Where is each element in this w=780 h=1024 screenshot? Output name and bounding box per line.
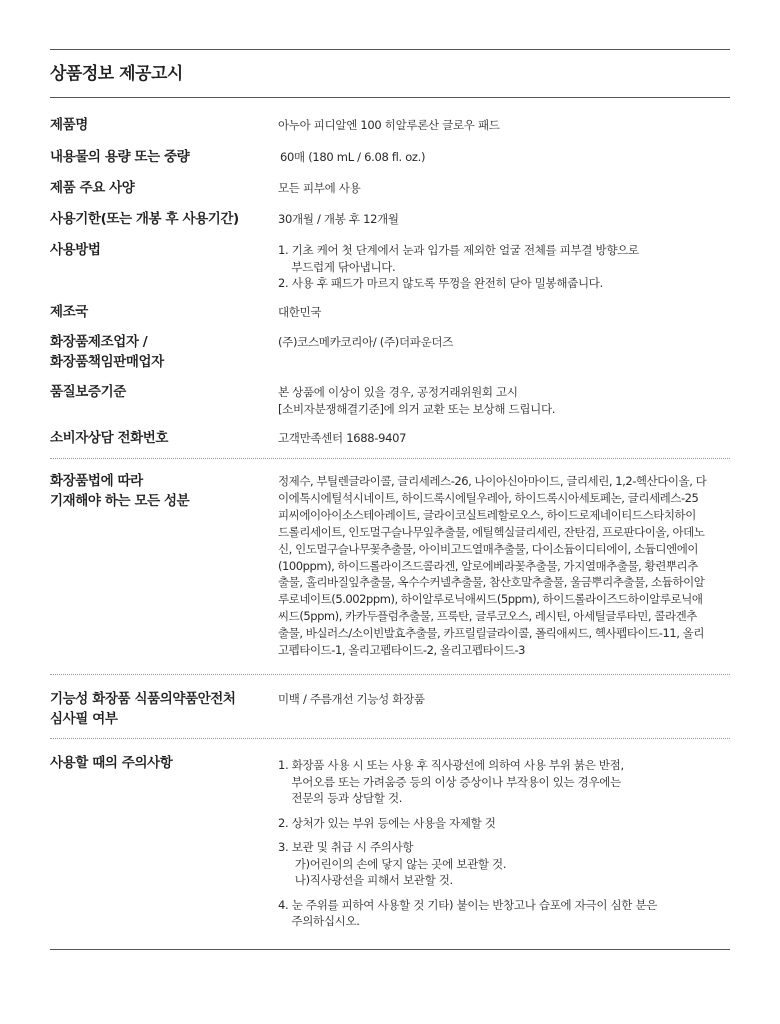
row-label: 품질보증기준	[50, 384, 126, 400]
caution-item	[278, 897, 730, 930]
row-value: (주)코스메카코리아/ (주)더파운더즈	[278, 335, 454, 349]
caution-line: 전문의 등과 상담할 것.	[278, 791, 403, 805]
caution-line: 나)직사광선을 피해서 보관할 것.	[278, 873, 453, 887]
row-label: 사용방법	[50, 242, 101, 258]
row-label: 사용기한(또는 개봉 후 사용기간)	[50, 211, 239, 227]
row-country	[50, 302, 730, 332]
usage-line: 부드럽게 닦아냅니다.	[278, 259, 396, 274]
row-specs	[50, 178, 730, 209]
row-value: 미백 / 주름개선 기능성 화장품	[278, 692, 425, 706]
row-functional	[50, 675, 730, 738]
row-phone	[50, 428, 730, 458]
usage-line: 1. 기초 케어 첫 단계에서 눈과 입가를 제외한 얼굴 전체를 피부결 방향으로	[278, 243, 639, 257]
info-rows	[50, 98, 730, 950]
row-quality	[50, 382, 730, 428]
row-label: 소비자상담 전화번호	[50, 430, 169, 446]
caution-item	[278, 839, 730, 889]
ingredients-line: 루로네이트(5.002ppm), 하이알루로닉애씨드(5ppm), 하이드롤라이즈드하이알루로닉애	[278, 592, 703, 607]
quality-line: [소비자분쟁해결기준]에 의거 교환 또는 보상해 드립니다.	[278, 401, 556, 416]
ingredients-line: 출물, 바실러스/소이빈발효추출물, 카프릴릴글라이콜, 폴릭애씨드, 헥사펩타이드-11, 올리	[278, 626, 704, 641]
caution-line: 3. 보관 및 취급 시 주의사항	[278, 840, 414, 854]
row-value: 대한민국	[278, 305, 322, 319]
row-label: 내용물의 용량 또는 중량	[50, 149, 190, 165]
row-label: 화장품제조업자 / 화장품책임판매업자	[50, 334, 164, 370]
row-value: 아누아 피디알엔 100 히알루론산 글로우 패드	[278, 118, 500, 132]
row-value: 30개월 / 개봉 후 12개월	[278, 212, 399, 226]
caution-item	[278, 815, 730, 832]
row-label: 사용할 때의 주의사항	[50, 755, 173, 771]
row-label: 화장품법에 따라 기재해야 하는 모든 성분	[50, 473, 190, 509]
row-cautions	[50, 739, 730, 949]
row-product-name	[50, 115, 730, 147]
ingredients-line: 이에톡시에틸석시네이트, 하이드록시에틸우레아, 하이드록시아세토페논, 글리세레스-25	[278, 490, 699, 505]
ingredients-line: 고펩타이드-1, 올리고펩타이드-2, 올리고펩타이드-3	[278, 643, 526, 658]
quality-line: 본 상품에 이상이 있을 경우, 공정거래위원회 고시	[278, 385, 518, 399]
row-expiry	[50, 209, 730, 240]
caution-line: 주의하십시오.	[278, 914, 360, 928]
row-volume	[50, 147, 730, 178]
ingredients-line: (100ppm), 하이드롤라이즈드콜라겐, 알로에베라꽃추출물, 가지열매추출물, 황련뿌리추	[278, 558, 698, 573]
caution-line: 가)어린이의 손에 닿지 않는 곳에 보관할 것.	[278, 856, 507, 871]
caution-line: 부어오름 또는 가려움증 등의 이상 증상이나 부작용이 있는 경우에는	[278, 774, 621, 789]
row-ingredients	[50, 459, 730, 674]
caution-line: 1. 화장품 사용 시 또는 사용 후 직사광선에 의하여 사용 부위 붉은 반점,	[278, 758, 624, 772]
bottom-divider	[50, 949, 730, 950]
row-label: 제품명	[50, 117, 88, 133]
row-value: 모든 피부에 사용	[278, 181, 361, 195]
page-title: 상품정보 제공고시	[50, 50, 730, 98]
caution-item	[278, 757, 730, 807]
ingredients-line: 신, 인도멀구슬나무꽃추출물, 아이비고드열매추출물, 다이소듐이디티에이, 소듐디엔에이	[278, 541, 699, 556]
row-label: 제품 주요 사양	[50, 180, 135, 196]
ingredients-line: 드롤리세이트, 인도멀구슬나무잎추출물, 에틸헥실글리세린, 잔탄검, 프로판다이올, 아데노	[278, 524, 705, 539]
row-manufacturer	[50, 332, 730, 382]
ingredients-line: 피씨에이아이소스테아레이트, 글라이코실트레할로오스, 하이드로제네이티드스타치하이	[278, 507, 696, 522]
usage-line: 2. 사용 후 패드가 마르지 않도록 뚜껑을 완전히 닫아 밀봉해줍니다.	[278, 276, 603, 290]
row-usage	[50, 240, 730, 302]
cautions-list	[278, 753, 730, 938]
caution-line: 2. 상처가 있는 부위 등에는 사용을 자제할 것	[278, 815, 496, 830]
row-value	[278, 382, 730, 417]
ingredients-line: 정제수, 부틸렌글라이콜, 글리세레스-26, 나이아신아마이드, 글리세린, 1,2-헥산다이올, 다	[278, 474, 707, 488]
ingredients-list	[278, 471, 730, 659]
row-label: 제조국	[50, 304, 88, 320]
ingredients-line: 씨드(5ppm), 카카두플럼추출물, 프룩탄, 글루코오스, 레시틴, 아세틸글루타민, 콜라겐추	[278, 609, 697, 624]
product-info-notice	[50, 49, 730, 950]
ingredients-line: 출물, 홀리바질잎추출물, 옥수수커넬추출물, 참산호말추출물, 울금뿌리추출물, 소듐하이알	[278, 575, 705, 590]
row-label: 기능성 화장품 식품의약품안전처 심사필 여부	[50, 691, 236, 727]
row-value: 60매 (180 mL / 6.08 fl. oz.)	[280, 150, 426, 164]
row-value: 고객만족센터 1688-9407	[278, 431, 407, 445]
row-value	[278, 240, 730, 292]
caution-line: 4. 눈 주위를 피하여 사용할 것 기타) 붙이는 반창고나 습포에 자극이 심한 분은	[278, 897, 658, 912]
